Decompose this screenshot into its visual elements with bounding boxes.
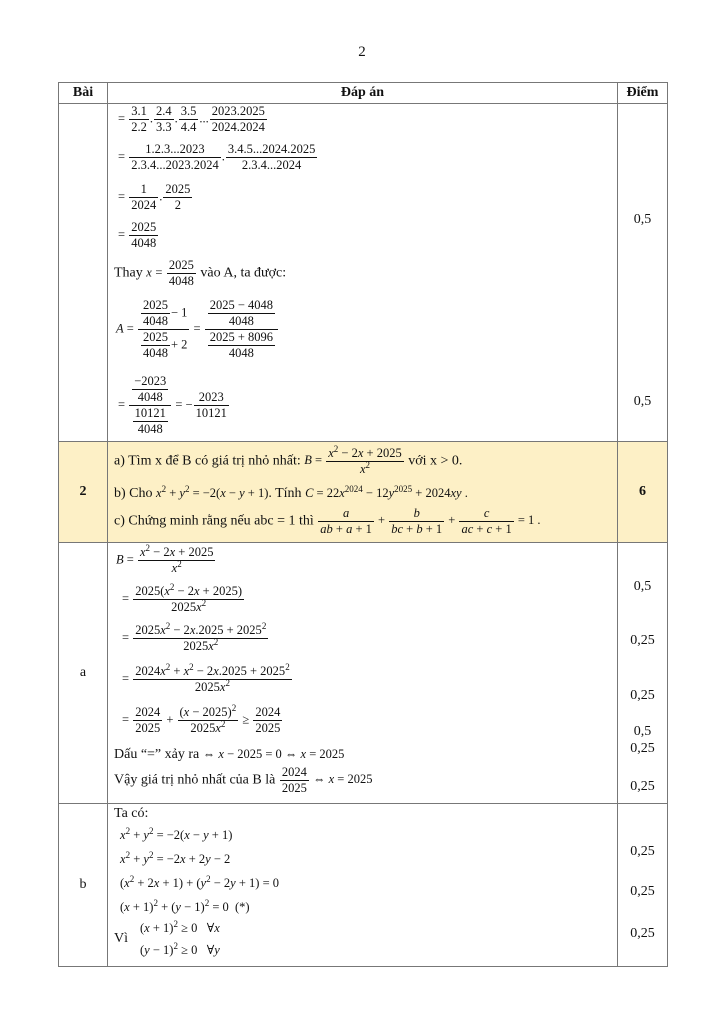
points-1-1: 0,5 <box>633 212 652 227</box>
part-b-label: b <box>59 804 108 967</box>
part-b-solution: Ta có: $x^2 + y^2 = -2(x - y + 1)$ $x^2 + y^2 = -2x + 2y - 2$ $(x^2 + 2x + 1) + (y^2 - 2y + 1) = 0$ $(x + 1)^2 + (y - 1)^2 = 0$ (*) Vì $(x + 1)^2 \ge 0$ ∀x $(y - 1)^2 \ge 0$ ∀y <box>114 806 279 957</box>
problem-2c-text: c) Chứng minh rằng nếu abc = 1 thì <box>114 513 314 529</box>
part-b-star: (*) <box>235 900 250 914</box>
thay-text: Thay <box>114 265 143 281</box>
header-dap-an: Đáp án <box>108 83 618 104</box>
points-b-1: 0,25 <box>630 844 655 859</box>
points-a-6: 0,25 <box>630 779 655 794</box>
problem-2-number: 2 <box>59 442 108 543</box>
table-row <box>59 543 668 804</box>
problem-2a-cond: với x > 0. <box>408 453 463 469</box>
page-number: 2 <box>358 44 366 60</box>
problem-2-points: 6 <box>618 442 668 543</box>
part-b-taco: Ta có: <box>114 806 149 821</box>
points-b-2: 0,25 <box>630 884 655 899</box>
thay-after-text: vào A, ta được: <box>200 265 287 281</box>
problem-2-statement: a) Tìm x để B có giá trị nhỏ nhất: B = $\frac{x^2 - 2x + 2025}{x^2}$ với x > 0. b) Cho $x^2 + y^2 = -2(x - y + 1)$. Tính $C = 22x^{2024} - 12y^{2025} + 2024xy$ . c) Chứng minh rằng nếu abc = 1 thì $\frac{a}{ab + a + 1}$ + $\frac{b}{bc + b + 1}$ + $\frac{c}{ac + c + 1}$ = 1 . <box>114 444 541 536</box>
points-a-1: 0,5 <box>633 579 652 594</box>
part-a-label: a <box>59 543 108 804</box>
points-b-3: 0,25 <box>630 926 655 941</box>
problem-2b-text: b) Cho <box>114 486 153 501</box>
answer-table <box>58 82 668 967</box>
points-a-4: 0,5 <box>633 724 652 739</box>
problem-2b-tinh: . Tính <box>268 486 302 501</box>
points-1-2: 0,5 <box>633 394 652 409</box>
points-a-3: 0,25 <box>630 688 655 703</box>
table-header-row <box>59 83 668 104</box>
header-bai: Bài <box>59 83 108 104</box>
points-a-2: 0,25 <box>630 633 655 648</box>
part-b-vi: Vì <box>114 931 128 946</box>
problem-2a-text: a) Tìm x để B có giá trị nhỏ nhất: <box>114 453 301 469</box>
solution-1-body: = $\frac{3.1}{2.2}$ . $\frac{2.4}{3.3}$ . $\frac{3.5}{4.4}$ ... $\frac{2023.2025}{2024.2024}$ = $\frac{1.2.3...2023}{2.3.4...2023.2024}$ . $\frac{3.4.5...2024.2025}{2.3.4...2024}$ = $\frac{1}{2024}$ . $\frac{2025}{2}$ = $\frac{2025}{4048}$ Thay x = $\frac{2025}{4048}$ vào A, ta được: A = $\frac{2025}{4048}$ − 1 $\frac{2025}{4048}$ + 2 = $\frac{\frac{2025 - 4048}{4048}}{\frac{2025 + 8096}{4048}}$ = $\frac{\frac{-2023}{4048}}{\frac{10121}{4048}}$ = − $\frac{2023}{10121}$ <box>114 104 316 436</box>
table-row <box>59 804 668 967</box>
part-a-dau-text: Dấu “=” xảy ra <box>114 747 200 762</box>
table-row <box>59 104 668 442</box>
points-a-5: 0,25 <box>630 741 655 756</box>
part-a-vay-text: Vậy giá trị nhỏ nhất của B là <box>114 772 276 788</box>
table-row <box>59 442 668 543</box>
header-diem: Điểm <box>618 83 668 104</box>
part-a-solution: B = $\frac{x^2 - 2x + 2025}{x^2}$ = $\frac{2025(x^2 - 2x + 2025)}{2025x^2}$ = $\frac{2025x^2 - 2x.2025 + 2025^2}{2025x^2}$ = $\frac{2024x^2 + x^2 - 2x.2025 + 2025^2}{2025x^2}$ = $\frac{2024}{2025}$ + $\frac{(x - 2025)^2}{2025x^2}$ ≥ $\frac{2024}{2025}$ Dấu “=” xảy ra ⇔ x − 2025 = 0 ⇔ x = 2025 Vậy giá trị nhỏ nhất của B là $\frac{2024}{2025}$ ⇔ x = 2025 <box>114 543 373 795</box>
